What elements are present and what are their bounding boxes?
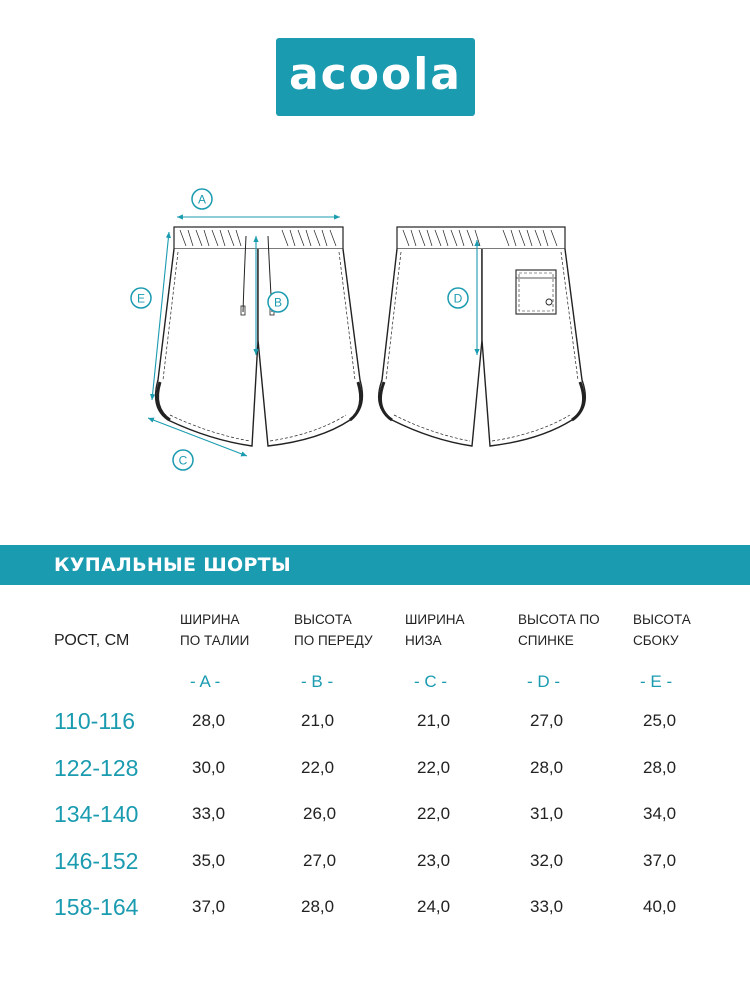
- label-e-text: E: [136, 291, 146, 306]
- label-b-circle: [268, 292, 288, 312]
- row-size-label: 158-164: [54, 894, 139, 920]
- label-c-circle: [173, 450, 193, 470]
- table-cell: 27,0: [303, 851, 337, 870]
- column-header-waist: [180, 609, 249, 651]
- column-header-line: ШИРИНА: [180, 612, 240, 627]
- table-cell: 21,0: [301, 711, 335, 730]
- table-cell: 25,0: [643, 711, 677, 730]
- column-header-front-height: [294, 609, 373, 651]
- table-cell: 23,0: [417, 851, 451, 870]
- column-header-line: ВЫСОТА ПО: [518, 612, 600, 627]
- row-size-label: 110-116: [54, 708, 135, 734]
- shorts-diagram: [0, 180, 750, 480]
- table-cell: 22,0: [417, 758, 451, 777]
- column-header-back-height: [518, 609, 600, 651]
- column-header-line: СПИНКЕ: [518, 633, 574, 648]
- table-cell: 31,0: [530, 804, 564, 823]
- column-header-line: СБОКУ: [633, 633, 679, 648]
- banner-title: КУПАЛЬНЫЕ ШОРТЫ: [54, 554, 291, 576]
- table-cell: 22,0: [417, 804, 451, 823]
- table-cell: 33,0: [192, 804, 226, 823]
- row-size-label: 134-140: [54, 801, 139, 827]
- label-d-circle: [448, 288, 468, 308]
- label-d-text: D: [453, 291, 463, 306]
- back-view-shorts: [379, 227, 586, 446]
- table-cell: 37,0: [192, 897, 226, 916]
- table-cell: 21,0: [417, 711, 451, 730]
- brand-logo: [276, 38, 475, 116]
- table-cell: 32,0: [530, 851, 564, 870]
- table-cell: 28,0: [530, 758, 564, 777]
- label-e-circle: [131, 288, 151, 308]
- table-cell: 35,0: [192, 851, 226, 870]
- height-column-header: РОСТ, СМ: [54, 632, 130, 649]
- column-header-line: НИЗА: [405, 633, 442, 648]
- column-header-side-height: [633, 609, 691, 651]
- column-header-hem-width: [405, 609, 465, 651]
- column-header-line: ВЫСОТА: [633, 612, 691, 627]
- table-cell: 26,0: [303, 804, 337, 823]
- section-banner: [0, 545, 750, 585]
- table-cell: 37,0: [643, 851, 677, 870]
- label-a-circle: [192, 189, 212, 209]
- label-a-text: A: [197, 192, 207, 207]
- row-size-label: 122-128: [54, 755, 139, 781]
- column-header-line: ВЫСОТА: [294, 612, 352, 627]
- table-cell: 33,0: [530, 897, 564, 916]
- table-cell: 28,0: [192, 711, 226, 730]
- logo-text: acoola: [288, 49, 462, 100]
- table-cell: 30,0: [192, 758, 226, 777]
- column-letter-a: - A -: [190, 672, 221, 691]
- label-c-text: C: [178, 453, 188, 468]
- row-size-label: 146-152: [54, 848, 139, 874]
- table-cell: 40,0: [643, 897, 677, 916]
- table-cell: 27,0: [530, 711, 564, 730]
- table-cell: 34,0: [643, 804, 677, 823]
- table-cell: 28,0: [643, 758, 677, 777]
- column-letter-b: - B -: [301, 672, 334, 691]
- label-b-text: B: [273, 295, 283, 310]
- table-cell: 22,0: [301, 758, 335, 777]
- column-header-line: ШИРИНА: [405, 612, 465, 627]
- front-view-shorts: [156, 227, 363, 446]
- column-header-line: ПО ТАЛИИ: [180, 633, 250, 648]
- column-letter-d: - D -: [527, 672, 561, 691]
- column-letter-e: - E -: [640, 672, 673, 691]
- column-header-line: ПО ПЕРЕДУ: [294, 633, 373, 648]
- column-letter-c: - C -: [414, 672, 448, 691]
- table-cell: 28,0: [301, 897, 335, 916]
- table-cell: 24,0: [417, 897, 451, 916]
